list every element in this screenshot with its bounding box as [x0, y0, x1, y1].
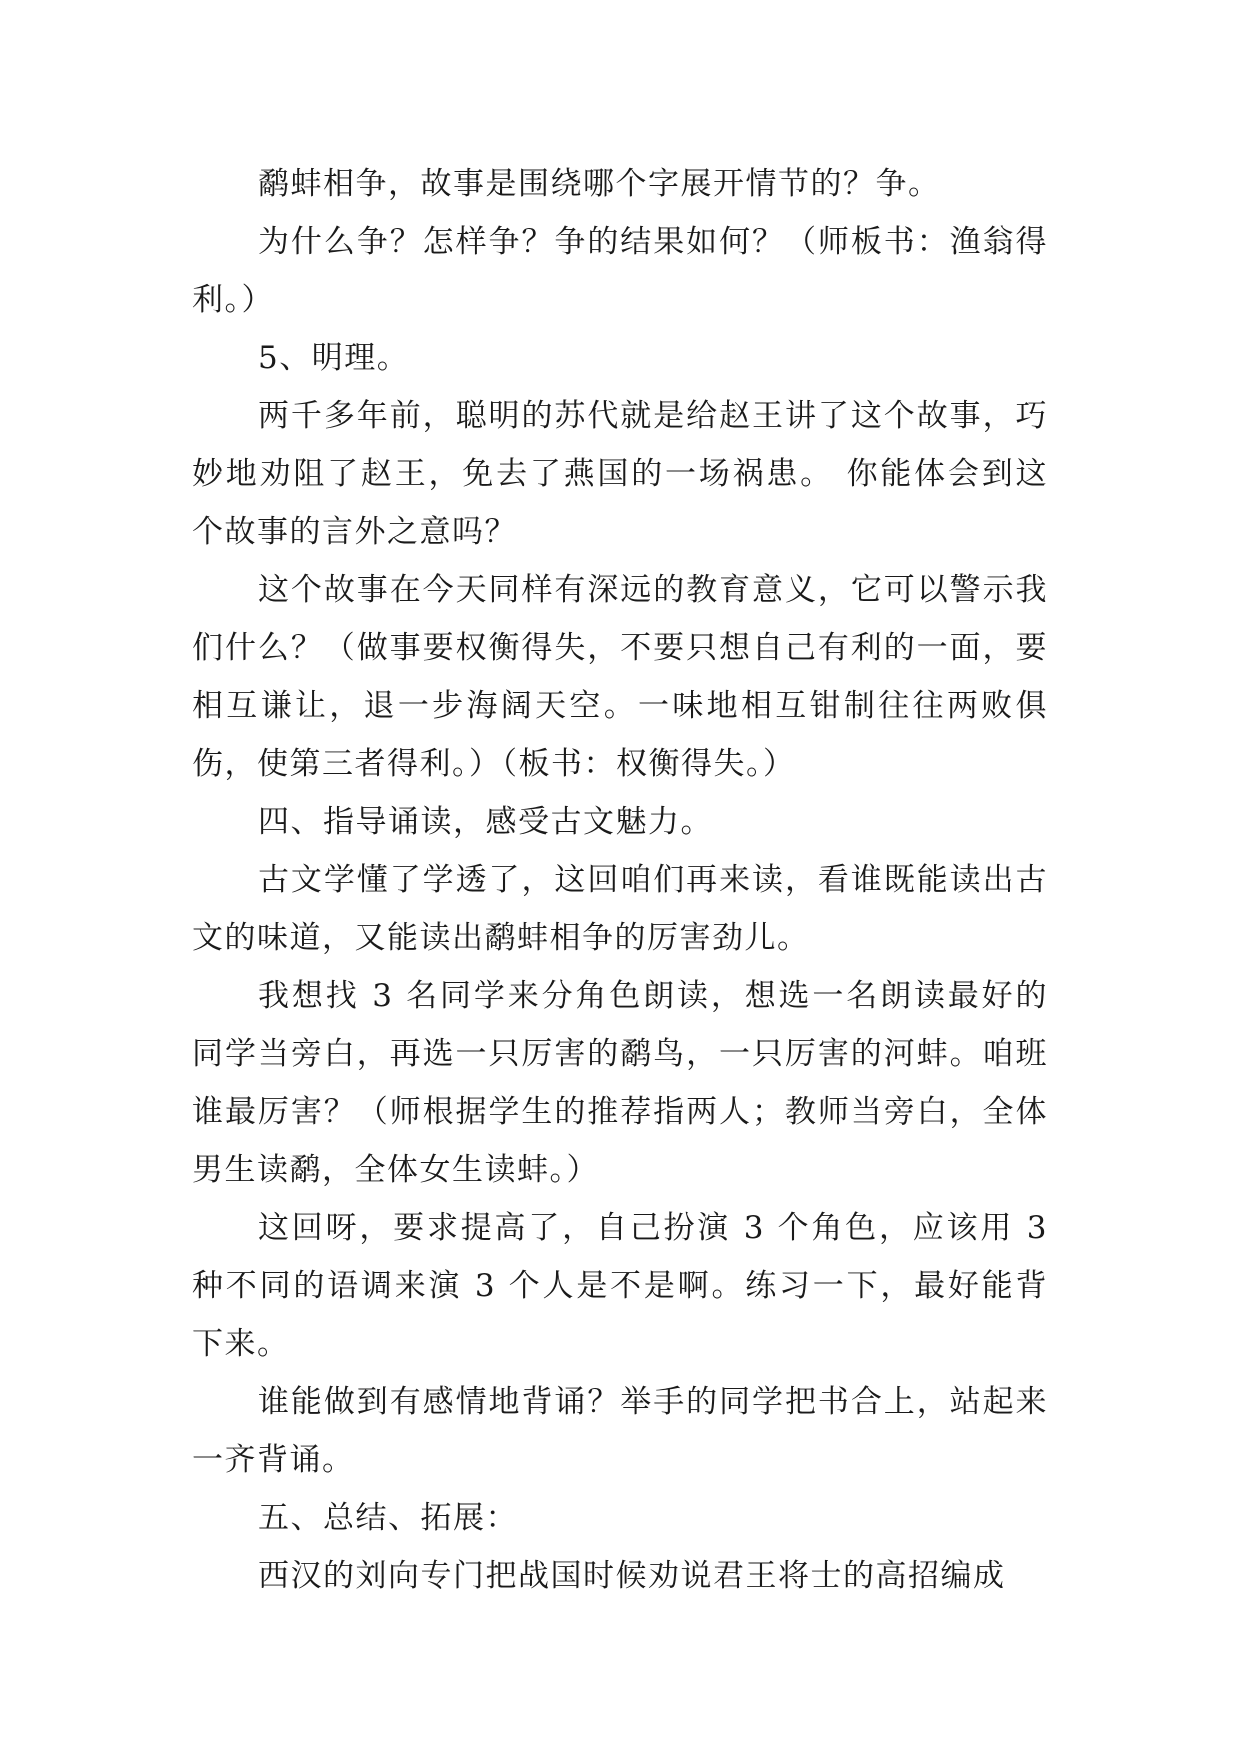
paragraph-three-roles: 这回呀，要求提高了，自己扮演 3 个角色，应该用 3 种不同的语调来演 3 个人是不是啊。练习一下，最好能背下来。: [192, 1210, 1048, 1362]
paragraph-recite: 谁能做到有感情地背诵？举手的同学把书合上，站起来一齐背诵。: [192, 1384, 1048, 1478]
paragraph-liu-xiang: 西汉的刘向专门把战国时候劝说君王将士的高招编成: [258, 1558, 1006, 1594]
section-heading-summary: 五、总结、拓展：: [258, 1500, 518, 1536]
document-body: [192, 155, 1048, 1605]
paragraph-role-reading: 我想找 3 名同学来分角色朗读，想选一名朗读最好的同学当旁白，再选一只厉害的鹬鸟，一只厉害的河蚌。咱班谁最厉害？（师根据学生的推荐指两人；教师当旁白，全体男生读鹬，全体女生读蚌。）: [192, 978, 1048, 1188]
paragraph-su-dai: 两千多年前，聪明的苏代就是给赵王讲了这个故事，巧妙地劝阻了赵王，免去了燕国的一场祸患。 你能体会到这个故事的言外之意吗？: [192, 398, 1048, 550]
paragraph-why-zheng: 为什么争？怎样争？争的结果如何？（师板书：渔翁得利。）: [192, 224, 1048, 318]
section-heading-recitation: 四、指导诵读，感受古文魅力。: [258, 804, 713, 840]
paragraph-educational-meaning: 这个故事在今天同样有深远的教育意义，它可以警示我们什么？（做事要权衡得失，不要只想自己有利的一面，要相互谦让，退一步海阔天空。一味地相互钳制往往两败俱伤，使第三者得利。）（板书：权衡得失。）: [192, 572, 1048, 782]
paragraph-read-again: 古文学懂了学透了，这回咱们再来读，看谁既能读出古文的味道，又能读出鹬蚌相争的厉害劲儿。: [192, 862, 1048, 956]
section-heading-mingli: 5、明理。: [258, 340, 410, 376]
paragraph-question-zheng: 鹬蚌相争，故事是围绕哪个字展开情节的？争。: [258, 166, 941, 202]
